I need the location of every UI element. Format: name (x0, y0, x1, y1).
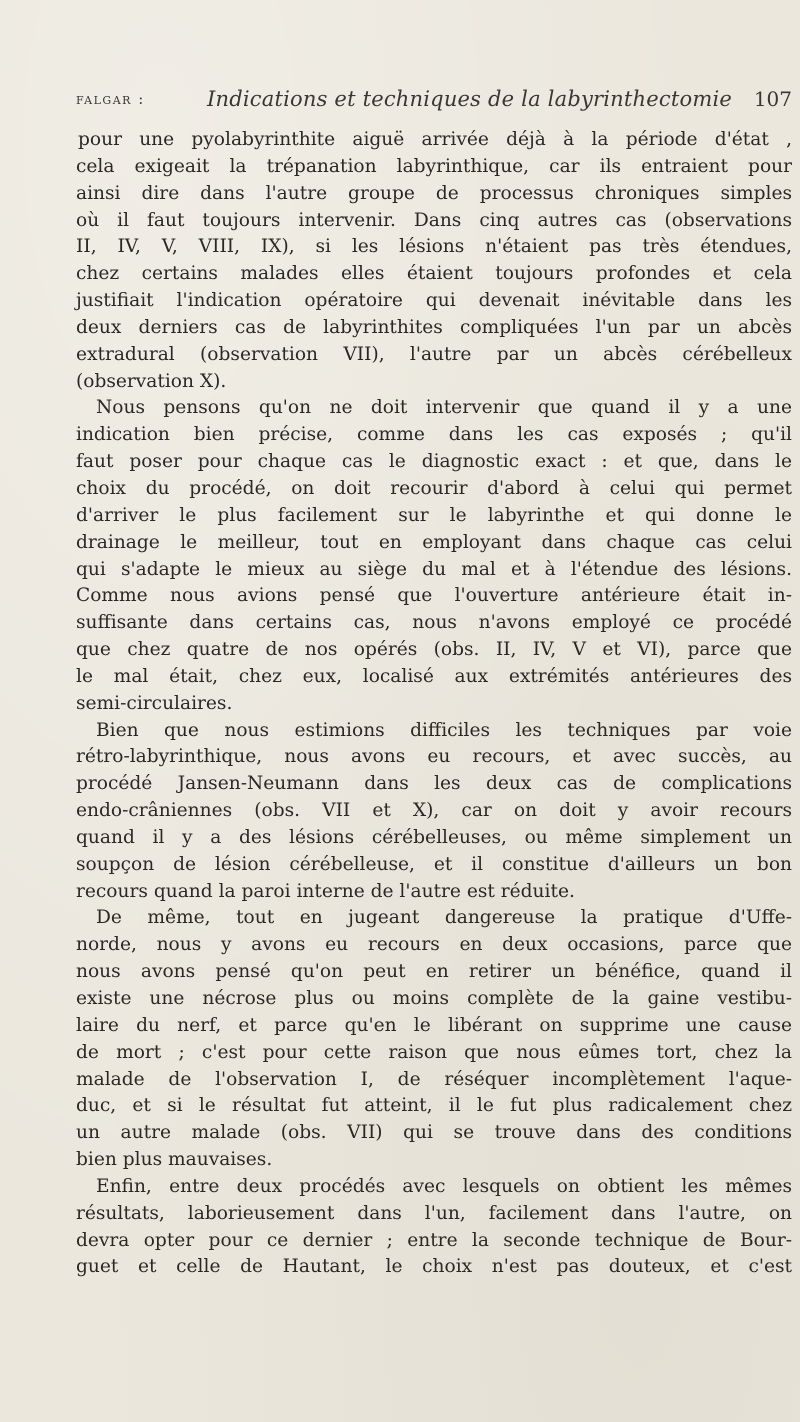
text-line: malade de l'observation I, de réséquer incomplètement l'aque- (76, 1068, 792, 1090)
text-line: laire du nerf, et parce qu'en le libérant on supprime une cause (76, 1014, 792, 1036)
text-line: drainage le meilleur, tout en employant dans chaque cas celui (76, 531, 792, 553)
page-number: 107 (753, 87, 792, 111)
text-line: Enfin, entre deux procédés avec lesquels on obtient les mêmes (96, 1175, 792, 1197)
text-line: II, IV, V, VIII, IX), si les lésions n'étaient pas très étendues, (76, 236, 792, 258)
running-header (76, 84, 792, 114)
text-line: d'arriver le plus facilement sur le labyrinthe et qui donne le (76, 504, 792, 526)
text-line: nous avons pensé qu'on peut en retirer un bénéfice, quand il (76, 961, 792, 983)
header-title: Indications et techniques de la labyrinthectomie (207, 87, 732, 111)
text-line: Comme nous avions pensé que l'ouverture antérieure était in- (76, 585, 792, 607)
text-line: norde, nous y avons eu recours en deux occasions, parce que (76, 934, 792, 956)
text-line: (observation X). (76, 370, 227, 392)
header-separator: : (131, 90, 145, 108)
text-line: choix du procédé, on doit recourir d'abord à celui qui permet (76, 477, 792, 499)
text-line: guet et celle de Hautant, le choix n'est pas douteux, et c'est (76, 1256, 792, 1278)
text-line: semi-circulaires. (76, 692, 233, 714)
text-line: procédé Jansen-Neumann dans les deux cas de complications (76, 773, 792, 795)
text-line: que chez quatre de nos opérés (obs. II, IV, V et VI), parce que (76, 639, 792, 661)
text-line: existe une nécrose plus ou moins complète de la gaine vestibu- (76, 988, 792, 1009)
text-line: suffisante dans certains cas, nous n'avons employé ce procédé (76, 612, 792, 634)
text-line: qui s'adapte le mieux au siège du mal et à l'étendue des lésions. (76, 558, 792, 580)
text-line: endo-crâniennes (obs. VII et X), car on doit y avoir recours (76, 800, 792, 822)
text-line: faut poser pour chaque cas le diagnostic exact : et que, dans le (76, 451, 792, 473)
text-line: ainsi dire dans l'autre groupe de processus chroniques simples (76, 182, 792, 204)
text-line: duc, et si le résultat fut atteint, il le fut plus radicalement chez (76, 1095, 792, 1117)
text-line: soupçon de lésion cérébelleuse, et il constitue d'ailleurs un bon (76, 853, 792, 875)
text-line: recours quand la paroi interne de l'autre est réduite. (76, 880, 575, 902)
body-text (76, 127, 792, 1281)
text-line: quand il y a des lésions cérébelleuses, ou même simplement un (76, 826, 792, 848)
text-line: où il faut toujours intervenir. Dans cinq autres cas (observations (76, 209, 792, 231)
text-line: Nous pensons qu'on ne doit intervenir que quand il y a une (96, 397, 792, 419)
text-line: le mal était, chez eux, localisé aux extrémités antérieures des (76, 665, 792, 687)
text-line: un autre malade (obs. VII) qui se trouve dans des conditions (76, 1122, 792, 1144)
text-line: bien plus mauvaises. (76, 1149, 273, 1171)
header-author-text: falgar (76, 90, 132, 108)
text-line: indication bien précise, comme dans les cas exposés ; qu'il (76, 424, 792, 446)
text-line: justifiait l'indication opératoire qui devenait inévitable dans les (76, 290, 792, 312)
text-line: Bien que nous estimions difficiles les techniques par voie (96, 719, 792, 741)
text-line: rétro-labyrinthique, nous avons eu recours, et avec succès, au (76, 746, 792, 768)
text-line: cela exigeait la trépanation labyrinthique, car ils entraient pour (76, 155, 792, 177)
header-author (76, 84, 145, 114)
text-line: extradural (observation VII), l'autre par un abcès cérébelleux (76, 343, 792, 365)
text-line: chez certains malades elles étaient toujours profondes et cela (76, 263, 792, 285)
text-line: pour une pyolabyrinthite aiguë arrivée déjà à la période d'état , (78, 129, 792, 150)
text-line: de mort ; c'est pour cette raison que nous eûmes tort, chez la (76, 1041, 792, 1063)
text-line: résultats, laborieusement dans l'un, facilement dans l'autre, on (76, 1202, 792, 1224)
text-line: devra opter pour ce dernier ; entre la seconde technique de Bour- (76, 1229, 792, 1251)
text-line: De même, tout en jugeant dangereuse la pratique d'Uffe- (96, 907, 792, 929)
text-line: deux derniers cas de labyrinthites compliquées l'un par un abcès (76, 316, 792, 338)
